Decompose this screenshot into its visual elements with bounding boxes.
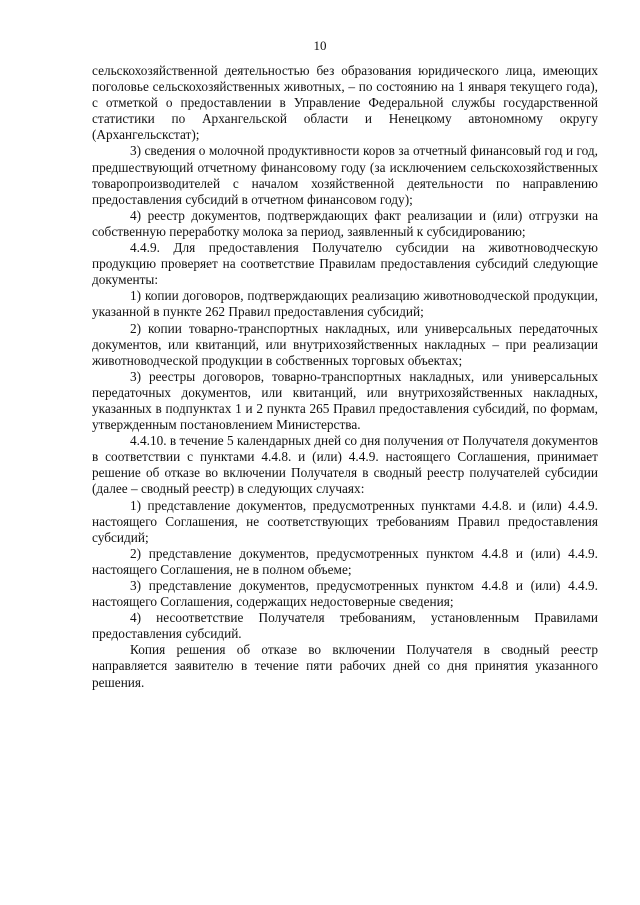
paragraph-section-4-4-10: 4.4.10. в течение 5 календарных дней со дня получения от Получателя документов в соответствии с пунктами 4.4.8. и (или) 4.4.9. настоящего Соглашения, принимает решение об отказе во включении Получателя в сводный реестр получателей субсидии (далее – сводный реестр) в следующих случаях: — [92, 433, 598, 497]
paragraph-item-3-registries: 3) реестры договоров, товарно-транспортных накладных, или универсальных передаточных документов, или квитанций, или внутрихозяйственных накладных, указанных в подпунктах 1 и 2 пункта 265 Правил предоставления субсидий, по формам, утвержденным постановлением Министерства. — [92, 368, 598, 433]
paragraph-refusal-case-3: 3) представление документов, предусмотренных пунктом 4.4.8 и (или) 4.4.9. настоящего Соглашения, содержащих недостоверные сведения; — [92, 578, 598, 610]
document-body — [92, 63, 598, 691]
paragraph-item-1-contract-copies: 1) копии договоров, подтверждающих реализацию животноводческой продукции, указанной в пункте 262 Правил предоставления субсидий; — [92, 288, 598, 320]
page-number: 10 — [313, 38, 327, 53]
paragraph-item-4-document-registry: 4) реестр документов, подтверждающих факт реализации и (или) отгрузки на собственную переработку молока за период, заявленный к субсидированию; — [92, 207, 598, 239]
paragraph-refusal-case-2: 2) представление документов, предусмотренных пунктом 4.4.8 и (или) 4.4.9. настоящего Соглашения, не в полном объеме; — [92, 545, 598, 577]
paragraph-refusal-notice: Копия решения об отказе во включении Получателя в сводный реестр направляется заявителю в течение пяти рабочих дней со дня принятия указанного решения. — [92, 642, 598, 690]
paragraph-continuation: сельскохозяйственной деятельностью без образования юридического лица, имеющих поголовье сельскохозяйственных животных, – по состоянию на 1 января текущего года), с отметкой о предоставлении в Управление Федеральной службы государственной статистики по Архангельской области и Ненецкому автономному округу (Архангельскстат); — [92, 63, 598, 143]
paragraph-item-3-milk-productivity: 3) сведения о молочной продуктивности коров за отчетный финансовый год и год, предшествующий отчетному финансовому году (за исключением сельскохозяйственных товаропроизводителей с началом хозяйственной деятельности по направлению предоставления субсидий в отчетном финансовом году); — [92, 143, 598, 207]
paragraph-refusal-case-1: 1) представление документов, предусмотренных пунктами 4.4.8. и (или) 4.4.9. настоящего Соглашения, не соответствующих требованиям Правил предоставления субсидий; — [92, 497, 598, 545]
paragraph-refusal-case-4: 4) несоответствие Получателя требованиям, установленным Правилами предоставления субсидий. — [92, 610, 598, 642]
paragraph-item-2-waybill-copies: 2) копии товарно-транспортных накладных, или универсальных передаточных документов, или квитанций, или внутрихозяйственных накладных – при реализации животноводческой продукции в собственных торговых объектах; — [92, 320, 598, 368]
paragraph-section-4-4-9: 4.4.9. Для предоставления Получателю субсидии на животноводческую продукцию проверяет на соответствие Правилам предоставления субсидий следующие документы: — [92, 240, 598, 288]
